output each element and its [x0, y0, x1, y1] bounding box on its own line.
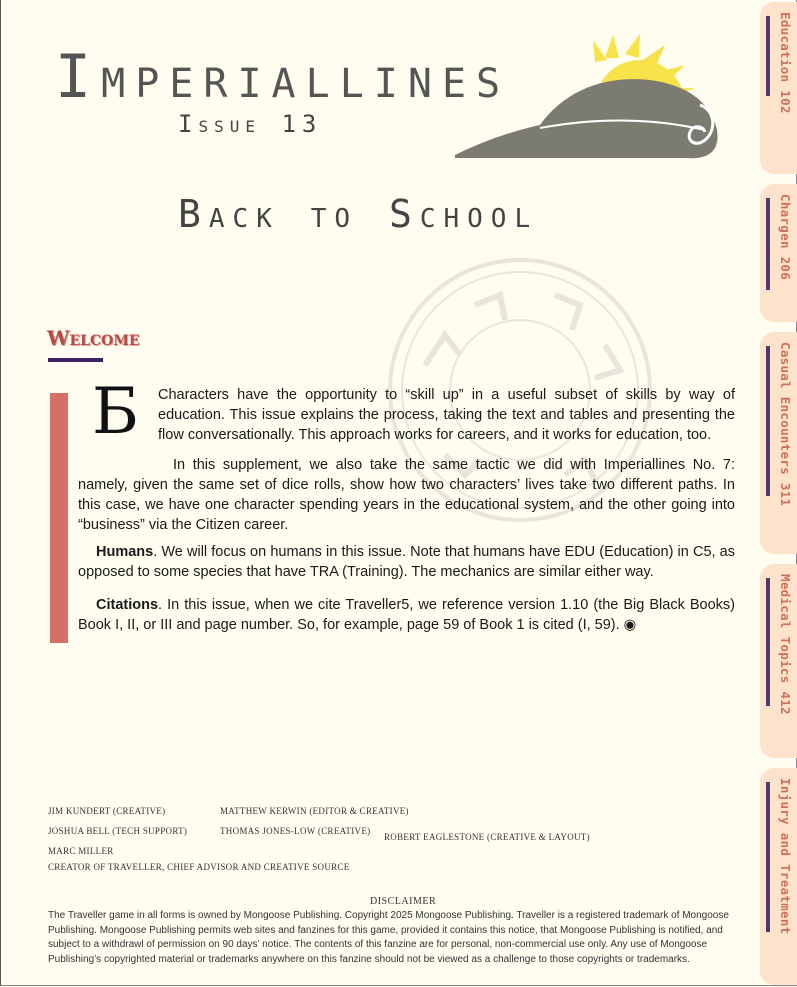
tab-chargen[interactable]	[760, 184, 797, 322]
credit-jim-kundert: JIM KUNDERT (CREATIVE)	[48, 806, 166, 816]
masthead-title: IMPERIALLINES	[55, 42, 511, 112]
tab-marker	[766, 346, 770, 496]
tab-marker	[766, 198, 770, 290]
article-paragraph-2: In this supplement, we also take the same tactic we did with Imperiallines No. 7: namely, given the same set of dice rolls, show how two characters’ lives take two different paths. In this case, we have one character spending years in the educational system, and the other going into “business” via the Citizen career.	[78, 457, 735, 533]
tab-label: Medical Topics 412	[778, 574, 793, 715]
disclaimer-text: The Traveller game in all forms is owned by Mongoose Publishing. Copyright 2025 Mongoose Publishing. Traveller is a registered trademark of Mongoose Publishing. Mongoose Publishing permits web sites and fanzines for this game, provided it contains this notice, that Mongoose Publishing is notified, and subject to a withdrawl of permission on 90 days’ notice. The contents of this fanzine are for personal, non-commercial use only. Any use of Mongoose Publishing’s copyrighted material or trademarks anywhere on this fanzine should not be viewed as a challenge to those copyrights or trademarks.	[48, 910, 729, 965]
article-paragraph-1: Characters have the opportunity to “skill up” in a useful subset of skills by way of education. This issue explains the process, taking the text and tables and presenting the flow conversationally. This approach works for careers, and it works for education, too.	[158, 387, 735, 443]
tab-marker	[766, 16, 770, 96]
credit-matthew-kerwin: MATTHEW KERWIN (EDITOR & CREATIVE)	[220, 806, 409, 816]
welcome-heading: WELCOME	[47, 326, 140, 350]
article-paragraph-humans: Humans. We will focus on humans in this issue. Note that humans have EDU (Education) in C5, as opposed to some species that have TRA (Training). The mechanics are similar either way.	[78, 544, 735, 580]
credit-thomas-jones-low: THOMAS JONES-LOW (CREATIVE)	[220, 826, 371, 836]
tab-label: Injury and Treatment	[778, 778, 793, 935]
tab-marker	[766, 578, 770, 706]
tab-marker	[766, 782, 770, 932]
drop-cap: Б	[92, 375, 140, 449]
credit-marc-miller: MARC MILLER	[48, 846, 114, 856]
tab-casual-encounters[interactable]	[760, 332, 797, 554]
tab-education[interactable]	[760, 2, 797, 174]
accent-bar	[50, 393, 68, 643]
credit-marc-miller-role: CREATOR OF TRAVELLER, CHIEF ADVISOR AND CREATIVE SOURCE	[48, 862, 350, 872]
heading-rule	[48, 358, 103, 362]
disclaimer-title: DISCLAIMER	[370, 896, 437, 907]
tab-label: Chargen 206	[778, 194, 793, 281]
tab-label: Casual Encounters 311	[778, 342, 793, 507]
issue-number: ISSUE 13	[178, 110, 323, 138]
tab-injury-and-treatment[interactable]	[760, 768, 797, 985]
credit-joshua-bell: JOSHUA BELL (TECH SUPPORT)	[48, 826, 188, 836]
tab-label: Education 102	[778, 12, 793, 114]
credit-robert-eaglestone: ROBERT EAGLESTONE (CREATIVE & LAYOUT)	[384, 832, 590, 842]
issue-subtitle: BACK TO SCHOOL	[178, 192, 539, 236]
tab-medical-topics[interactable]	[760, 564, 797, 758]
lead-citations: Citations	[96, 597, 159, 613]
article-paragraph-citations: Citations. In this issue, when we cite Traveller5, we reference version 1.10 (the Big Black Books) Book I, II, or III and page number. So, for example, page 59 of Book 1 is cited (I, 59). ◉	[78, 597, 735, 633]
lead-humans: Humans	[96, 544, 154, 560]
